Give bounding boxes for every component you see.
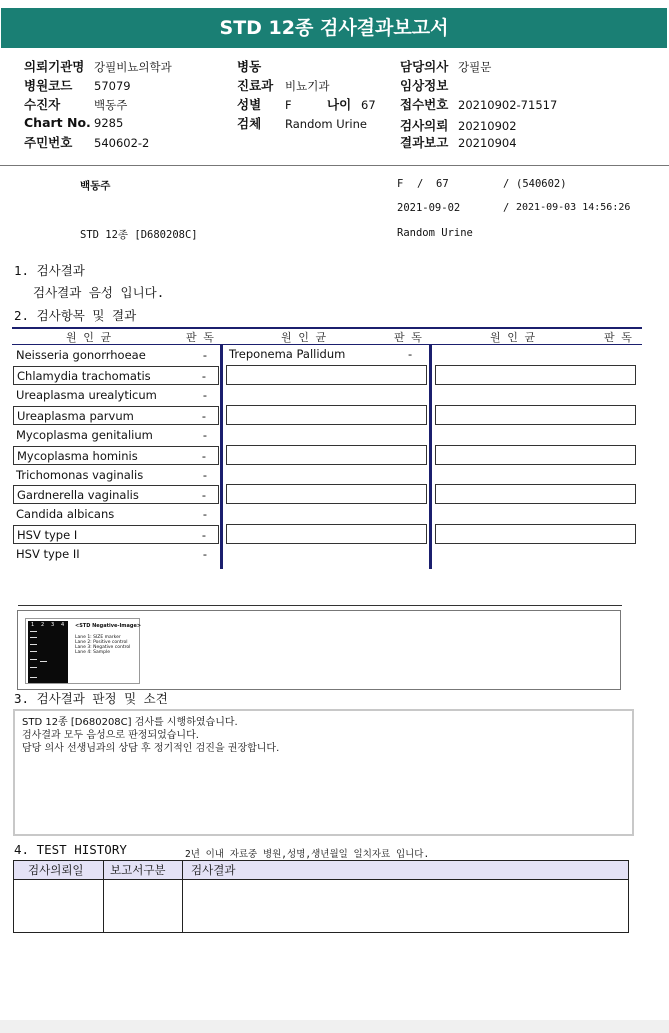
column-divider: [429, 344, 432, 569]
header-value: 강필문: [458, 60, 492, 74]
gel-band: [30, 677, 37, 678]
result-row: [13, 466, 219, 485]
header-label: 수진자: [24, 97, 61, 112]
history-column-divider: [182, 861, 183, 932]
history-note: 2년 이내 자료중 병원,성명,생년월일 일치자료 입니다.: [185, 849, 430, 860]
result-row: [13, 346, 219, 365]
col-header-organism: 원 인 균: [66, 331, 112, 344]
empty-result-cell: [435, 405, 636, 425]
header-row-department: [237, 76, 329, 94]
header-value: 20210902-71517: [458, 98, 558, 112]
header-row-report-date: [400, 133, 517, 151]
gel-band: [30, 651, 37, 652]
history-table: [13, 860, 629, 933]
summary-test-code: STD 12종 [D680208C]: [80, 229, 198, 241]
organism-name: Ureaplasma urealyticum: [16, 388, 157, 402]
gel-image-panel: [17, 610, 621, 690]
header-label: 담당의사: [400, 59, 449, 74]
summary-separator: /: [417, 178, 424, 190]
organism-result: -: [202, 388, 207, 402]
summary-report-datetime: 2021-09-03 14:56:26: [516, 202, 631, 213]
section-2-heading: 2. 검사항목 및 결과: [14, 308, 137, 323]
remark-line: 검사결과 모두 음성으로 판정되었습니다.: [22, 730, 199, 741]
header-label: 병동: [237, 59, 262, 74]
header-row-doctor: [400, 57, 491, 75]
gel-image: [25, 618, 140, 684]
empty-result-cell: [435, 484, 636, 504]
results-table-header-border: [12, 344, 642, 345]
gel-band: [30, 631, 37, 632]
section-1-text: 검사결과 음성 입니다.: [33, 285, 165, 300]
header-row-ward: [237, 57, 285, 75]
empty-result-cell: [226, 405, 427, 425]
header-value: 9285: [94, 116, 124, 130]
header-label: 결과보고: [400, 135, 449, 150]
empty-result-cell: [226, 524, 427, 544]
header-value: 20210902: [458, 119, 517, 133]
header-row-receipt-no: [400, 95, 557, 113]
empty-result-cell: [435, 445, 636, 465]
header-label: Chart No.: [24, 115, 91, 130]
summary-sex: F: [397, 178, 404, 190]
lane-number: 2: [41, 622, 45, 628]
organism-result: -: [202, 348, 207, 362]
header-label: 진료과: [237, 78, 274, 93]
organism-name: HSV type II: [16, 547, 80, 561]
header-label: 주민번호: [24, 135, 73, 150]
lane-number: 4: [61, 622, 65, 628]
header-row-patient: [24, 95, 127, 113]
organism-name: Trichomonas vaginalis: [16, 468, 144, 482]
summary-request-date: 2021-09-02: [397, 202, 461, 214]
result-row: [13, 545, 219, 564]
header-divider: [0, 165, 669, 166]
header-value: 540602-2: [94, 136, 150, 150]
organism-name: Treponema Pallidum: [229, 347, 346, 361]
header-label: 의뢰기관명: [24, 59, 85, 74]
header-row-sex: [237, 95, 292, 113]
result-row: [13, 525, 219, 544]
empty-result-cell: [435, 524, 636, 544]
result-row: [13, 366, 219, 385]
remarks-box: [13, 709, 634, 836]
header-row-age: [327, 95, 376, 113]
organism-name: Chlamydia trachomatis: [17, 369, 151, 383]
gel-band: [30, 659, 37, 660]
section-3-heading: 3. 검사결과 판정 및 소견: [14, 691, 168, 706]
header-value: 57079: [94, 79, 131, 93]
remark-line: 담당 의사 선생님과의 상담 후 정기적인 검진을 권장합니다.: [22, 743, 280, 754]
header-row-chart-no: [24, 115, 123, 130]
empty-result-cell: [226, 365, 427, 385]
col-header-organism: 원 인 균: [281, 331, 327, 344]
organism-name: Mycoplasma hominis: [17, 449, 138, 463]
gel-legend-item: Lane 2: Positive control: [75, 640, 128, 645]
organism-result: -: [202, 507, 207, 521]
gel-band: [30, 637, 37, 638]
header-row-hospital-code: [24, 76, 131, 94]
organism-result: -: [202, 547, 207, 561]
organism-name: HSV type I: [17, 528, 78, 542]
header-row-request-date: [400, 116, 517, 134]
header-value: 67: [361, 98, 376, 112]
organism-name: Candida albicans: [16, 507, 115, 521]
header-label: 임상정보: [400, 78, 449, 93]
header-row-clinical-info: [400, 76, 458, 94]
gel-title: <STD Negative-Image>: [75, 623, 142, 629]
gel-legend-item: Lane 1: SIZE marker: [75, 635, 121, 640]
header-value: 백동주: [94, 98, 128, 112]
header-row-resident-no: [24, 133, 149, 151]
header-row-institution: [24, 57, 172, 75]
result-row: [13, 446, 219, 465]
header-label: 병원코드: [24, 78, 73, 93]
lane-number: 1: [31, 622, 35, 628]
column-divider: [220, 344, 223, 569]
summary-patient-name: 백동주: [80, 180, 111, 192]
result-row: [13, 386, 219, 405]
summary-specimen: Random Urine: [397, 227, 473, 239]
header-label: 검사의뢰: [400, 118, 449, 133]
result-row: [13, 406, 219, 425]
organism-result: -: [202, 468, 207, 482]
organism-result: -: [201, 409, 206, 423]
history-col-result: 검사결과: [191, 863, 236, 877]
empty-result-cell: [226, 484, 427, 504]
header-label: 나이: [327, 97, 352, 112]
gel-legend-item: Lane 4: Sample: [75, 650, 110, 655]
col-header-result: 판 독: [186, 331, 214, 344]
header-value: 강필비뇨의학과: [94, 60, 172, 74]
header-label: 접수번호: [400, 97, 449, 112]
header-label: 성별: [237, 97, 262, 112]
summary-age: 67: [436, 178, 449, 190]
history-table-header: [14, 861, 628, 880]
col-header-organism: 원 인 균: [490, 331, 536, 344]
lane-number: 3: [51, 622, 55, 628]
image-divider: [18, 605, 622, 606]
organism-result: -: [201, 369, 206, 383]
organism-name: Gardnerella vaginalis: [17, 488, 139, 502]
history-col-report-type: 보고서구분: [110, 863, 166, 877]
header-value: F: [285, 98, 292, 112]
result-row: [13, 505, 219, 524]
summary-birth: (540602): [516, 178, 567, 190]
summary-separator: /: [503, 178, 510, 190]
section-4-heading: 4. TEST HISTORY: [14, 842, 127, 857]
gel-band: [30, 667, 37, 668]
organism-result: -: [201, 528, 206, 542]
gel-electrophoresis-image: [28, 621, 68, 683]
summary-separator: /: [503, 202, 510, 214]
organism-result: -: [201, 488, 206, 502]
header-value: 비뇨기과: [285, 79, 330, 93]
organism-result: -: [408, 347, 413, 361]
organism-name: Neisseria gonorrhoeae: [16, 348, 146, 362]
header-label: 검체: [237, 116, 262, 131]
header-value: Random Urine: [285, 117, 367, 131]
remark-line: STD 12종 [D680208C] 검사를 시행하였습니다.: [22, 717, 238, 728]
col-header-result: 판 독: [604, 331, 632, 344]
organism-name: Mycoplasma genitalium: [16, 428, 153, 442]
header-value: 20210904: [458, 136, 517, 150]
gel-legend-item: Lane 3: Negative control: [75, 645, 131, 650]
organism-result: -: [201, 449, 206, 463]
report-title: STD 12종 검사결과보고서: [1, 8, 667, 48]
section-1-heading: 1. 검사결과: [14, 263, 85, 278]
result-row: [13, 485, 219, 504]
empty-result-cell: [435, 365, 636, 385]
gel-band: [30, 644, 37, 645]
header-row-specimen: [237, 114, 367, 132]
gel-band: [40, 661, 47, 662]
history-column-divider: [103, 861, 104, 932]
organism-name: Ureaplasma parvum: [17, 409, 134, 423]
organism-result: -: [202, 428, 207, 442]
col-header-result: 판 독: [394, 331, 422, 344]
result-row: [13, 426, 219, 445]
history-col-request-date: 검사의뢰일: [28, 863, 84, 877]
empty-result-cell: [226, 445, 427, 465]
